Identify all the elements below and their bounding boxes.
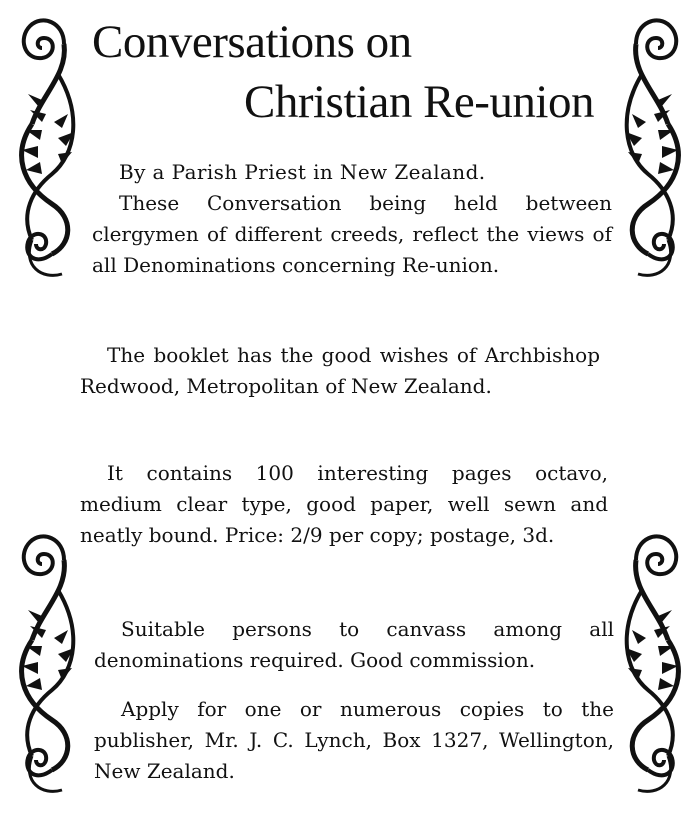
title-line-2: Christian Re-union [244, 76, 594, 128]
scroll-ornament-icon [612, 520, 698, 800]
intro-paragraph [92, 157, 612, 281]
wishes-paragraph: The booklet has the good wishes of Archbishop Redwood, Metropolitan of New Zealand. [80, 343, 600, 398]
description-paragraph: These Conversation being held between clergymen of different creeds, reflect the views of all Denominations concerning Re-union. [92, 191, 612, 277]
scroll-ornament-icon [612, 4, 698, 284]
scroll-ornament-icon [2, 520, 88, 800]
contents-paragraph: It contains 100 interesting pages octavo, medium clear type, good paper, well sewn and neatly bound. Price: 2/9 per copy; postage, 3d. [80, 461, 608, 547]
scroll-ornament-bottom-left [2, 520, 88, 800]
title-line-1: Conversations on [92, 16, 412, 68]
scroll-ornament-icon [2, 4, 88, 284]
canvass-paragraph: Suitable persons to canvass among all denominations required. Good commission. [94, 617, 614, 672]
scroll-ornament-top-left [2, 4, 88, 284]
apply-paragraph: Apply for one or numerous copies to the publisher, Mr. J. C. Lynch, Box 1327, Wellington, New Zealand. [94, 697, 614, 783]
scroll-ornament-top-right [612, 4, 698, 284]
byline: By a Parish Priest in New Zealand. [119, 160, 486, 184]
scroll-ornament-bottom-right [612, 520, 698, 800]
